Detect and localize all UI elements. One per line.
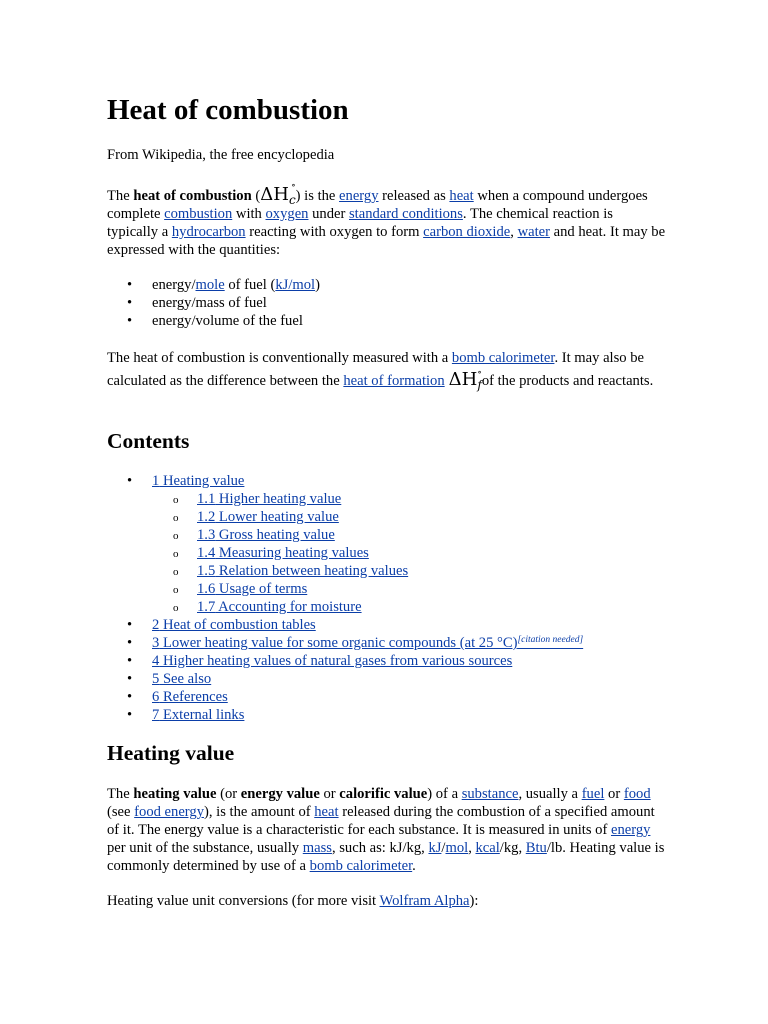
formula-subscript: c [288,193,296,207]
toc-item-1-1[interactable] [197,490,672,508]
toc-sublist [152,490,672,616]
text: , [468,840,476,856]
text: (see [107,804,135,820]
toc-number: 1.6 [197,581,216,597]
text: Heating value unit conversions (for more visit [107,893,380,909]
text: The heat of combustion is conventionally measured with a [107,350,452,366]
toc-label: Lower heating value for some organic compounds (at 25 °C) [159,635,518,651]
toc-number: 4 [152,653,160,669]
toc-label: Higher heating values of natural gases from various sources [159,653,513,669]
toc-item-1-5[interactable] [197,562,672,580]
contents-heading: Contents [107,429,190,453]
toc-link-gross-heating-value[interactable] [197,527,335,543]
text: or [319,786,340,802]
toc-number: 1.2 [197,509,216,525]
text: and heat. It may be expressed with the quantities: [107,224,666,258]
link-mass[interactable]: mass [302,840,332,856]
toc-link-heating-value[interactable] [152,473,244,489]
heating-value-paragraph [107,785,667,875]
intro-paragraph-2 [107,347,667,392]
text: per unit of the substance, usually [107,840,303,856]
toc-item-1-6[interactable] [197,580,672,598]
text: or [604,786,624,802]
intro-paragraph [107,181,667,259]
toc-number: 1 [152,473,160,489]
text: , such as: kJ/kg, [331,840,429,856]
toc-label: References [159,689,228,705]
text: /kg, [499,840,526,856]
text: . The chemical reaction is typically a [107,206,613,240]
toc-item-1-2[interactable] [197,508,672,526]
link-kj[interactable]: kJ [428,840,442,856]
unit-conversion-paragraph [107,892,667,910]
toc-label: Lower heating value [215,509,339,525]
link-food-energy[interactable]: food energy [134,804,204,820]
quantity-list [107,276,712,330]
toc-item-4[interactable] [152,652,672,670]
text: reacting with oxygen to form [245,224,424,240]
toc-number: 5 [152,671,160,687]
link-heat-2[interactable]: heat [314,804,339,820]
toc-link-relation-between-heating-values[interactable] [197,563,408,579]
text: when a compound undergoes complete [107,188,648,222]
toc-item-1-4[interactable] [197,544,672,562]
text: under [308,206,349,222]
text: . [412,858,416,874]
link-wolfram-alpha[interactable]: Wolfram Alpha [379,893,470,909]
link-energy-2[interactable]: energy [610,822,651,838]
toc-label: External links [159,707,245,723]
formula-subscript: f [477,378,482,392]
text: / [441,840,446,856]
link-fuel[interactable]: fuel [581,786,605,802]
link-bomb-calorimeter-2[interactable]: bomb calorimeter [309,858,413,874]
toc-link-higher-heating-value[interactable] [197,491,341,507]
toc-number: 3 [152,635,160,651]
toc-item-5[interactable] [152,670,672,688]
link-mol[interactable]: mol [445,840,469,856]
list-item: • energy/volume of the fuel [152,312,712,330]
text: /lb. Heating value is commonly determined by use of a [107,840,665,874]
toc-number: 1.5 [197,563,216,579]
toc-item-1-3[interactable] [197,526,672,544]
text: energy/ [152,277,196,293]
term-heating-value: heating value [133,786,217,802]
toc-item-2[interactable] [152,616,672,634]
text: , [510,224,518,240]
toc-number: 2 [152,617,160,633]
formula-degree: ∘ [477,368,482,378]
link-kcal[interactable]: kcal [475,840,500,856]
text: with [232,206,266,222]
text: (or [216,786,241,802]
link-kj-mol[interactable]: kJ/mol [275,277,316,293]
toc-link-external-links[interactable] [152,707,244,723]
toc-label: Usage of terms [215,581,308,597]
toc-label: Relation between heating values [215,563,409,579]
table-of-contents [107,472,672,724]
toc-link-heat-of-combustion-tables[interactable] [152,617,316,633]
link-standard-conditions[interactable]: standard conditions [349,206,463,222]
link-mole[interactable]: mole [195,277,225,293]
text: released during the combustion of a specified amount of it. The energy value is a characteristic for each substance. It is measured in units of [107,804,655,838]
text: ): [469,893,479,909]
toc-link-lower-heating-value-organic[interactable] [152,635,583,651]
list-item [152,276,712,294]
toc-label: See also [159,671,212,687]
tagline: From Wikipedia, the free encyclopedia [107,147,335,163]
formula-degree: ∘ [291,181,296,191]
toc-label: Higher heating value [215,491,342,507]
toc-item-1-7[interactable] [197,598,672,616]
toc-item-1[interactable] [152,472,672,616]
toc-item-6[interactable] [152,688,672,706]
toc-number: 1.3 [197,527,216,543]
citation-needed: [citation needed] [517,635,584,645]
text: released as [378,188,450,204]
link-water[interactable]: water [517,224,550,240]
toc-label: Gross heating value [215,527,335,543]
toc-label: Accounting for moisture [215,599,362,615]
toc-number: 1.4 [197,545,216,561]
toc-item-3[interactable] [152,634,672,652]
formula-symbol: ΔH [448,369,478,390]
text: ) of a [427,786,462,802]
link-hydrocarbon[interactable]: hydrocarbon [171,224,246,240]
toc-link-measuring-heating-values[interactable] [197,545,369,561]
toc-link-higher-heating-values-natural-gases[interactable] [152,653,512,669]
toc-item-7[interactable] [152,706,672,724]
link-heat-of-formation[interactable]: heat of formation [343,373,445,389]
formula-delta-hf [449,369,482,390]
list-item: • energy/mass of fuel [152,294,712,312]
toc-number: 6 [152,689,160,705]
toc-number: 7 [152,707,160,723]
link-bomb-calorimeter[interactable]: bomb calorimeter [451,350,555,366]
formula-symbol: ΔH [260,184,289,205]
term-energy-value: energy value [240,786,320,802]
term-heat-of-combustion: heat of combustion [133,188,252,204]
link-energy[interactable]: energy [339,188,379,204]
text: ) is the [295,188,340,204]
toc-number: 1.1 [197,491,216,507]
link-oxygen[interactable]: oxygen [265,206,309,222]
link-btu[interactable]: Btu [525,840,547,856]
toc-link-lower-heating-value[interactable] [197,509,339,525]
text: of fuel ( [224,277,276,293]
page-title: Heat of combustion [107,94,349,126]
toc-link-see-also[interactable] [152,671,211,687]
text: The [107,786,134,802]
heating-value-heading: Heating value [107,741,235,765]
formula-delta-hc [260,181,296,207]
toc-link-usage-of-terms[interactable] [197,581,307,597]
toc-label: Heat of combustion tables [159,617,316,633]
text: The [107,188,134,204]
link-carbon-dioxide[interactable]: carbon dioxide [423,224,511,240]
term-calorific-value: calorific value [339,786,428,802]
toc-number: 1.7 [197,599,216,615]
text: ) [315,277,320,293]
toc-label: Measuring heating values [215,545,369,561]
text: , usually a [518,786,582,802]
toc-link-accounting-for-moisture[interactable] [197,599,362,615]
link-heat[interactable]: heat [449,188,474,204]
link-substance[interactable]: substance [461,786,519,802]
text: of the products and reactants. [481,373,654,389]
toc-label: Heating value [159,473,245,489]
link-food[interactable]: food [623,786,651,802]
text: ( [251,188,261,204]
link-combustion[interactable]: combustion [164,206,233,222]
toc-link-references[interactable] [152,689,228,705]
text: ), is the amount of [204,804,315,820]
text: . It may also be calculated as the difference between the [107,350,645,389]
